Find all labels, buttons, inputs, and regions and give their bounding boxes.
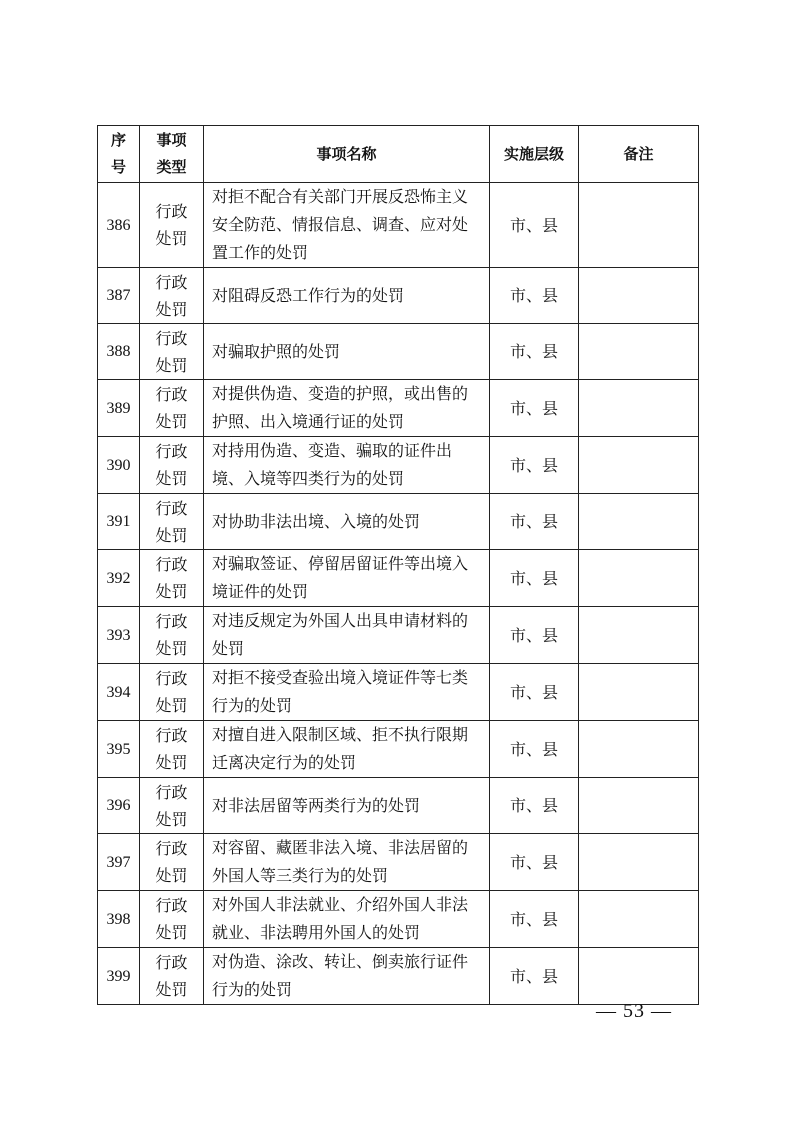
row-name: 对擅自进入限制区域、拒不执行限期迁离决定行为的处罚 <box>204 721 490 778</box>
row-note <box>579 437 699 494</box>
row-name: 对伪造、涂改、转让、倒卖旅行证件行为的处罚 <box>204 948 490 1005</box>
row-note <box>579 721 699 778</box>
row-name: 对协助非法出境、入境的处罚 <box>204 494 490 550</box>
row-name: 对外国人非法就业、介绍外国人非法就业、非法聘用外国人的处罚 <box>204 891 490 948</box>
table-row <box>98 550 699 607</box>
row-level: 市、县 <box>490 891 579 948</box>
row-type: 行政 处罚 <box>140 721 204 778</box>
row-type: 行政 处罚 <box>140 891 204 948</box>
row-type: 行政 处罚 <box>140 324 204 380</box>
row-type: 行政 处罚 <box>140 268 204 324</box>
row-level: 市、县 <box>490 268 579 324</box>
row-number: 397 <box>98 834 140 891</box>
row-number: 390 <box>98 437 140 494</box>
table-row <box>98 268 699 324</box>
row-name: 对容留、藏匿非法入境、非法居留的外国人等三类行为的处罚 <box>204 834 490 891</box>
row-name: 对提供伪造、变造的护照，或出售的护照、出入境通行证的处罚 <box>204 380 490 437</box>
row-name: 对违反规定为外国人出具申请材料的处罚 <box>204 607 490 664</box>
table-row <box>98 948 699 1005</box>
table-row <box>98 607 699 664</box>
row-note <box>579 268 699 324</box>
row-number: 392 <box>98 550 140 607</box>
row-number: 389 <box>98 380 140 437</box>
table-row <box>98 834 699 891</box>
row-type: 行政 处罚 <box>140 778 204 834</box>
table-row <box>98 380 699 437</box>
table-row <box>98 778 699 834</box>
row-level: 市、县 <box>490 183 579 268</box>
row-note <box>579 494 699 550</box>
row-type: 行政 处罚 <box>140 607 204 664</box>
row-name: 对持用伪造、变造、骗取的证件出境、入境等四类行为的处罚 <box>204 437 490 494</box>
table-row <box>98 721 699 778</box>
row-level: 市、县 <box>490 380 579 437</box>
row-level: 市、县 <box>490 664 579 721</box>
row-note <box>579 380 699 437</box>
items-table <box>97 125 699 1005</box>
row-level: 市、县 <box>490 550 579 607</box>
row-name: 对阻碍反恐工作行为的处罚 <box>204 268 490 324</box>
row-note <box>579 948 699 1005</box>
row-level: 市、县 <box>490 778 579 834</box>
row-note <box>579 778 699 834</box>
row-type: 行政 处罚 <box>140 494 204 550</box>
row-note <box>579 550 699 607</box>
row-level: 市、县 <box>490 834 579 891</box>
header-level: 实施层级 <box>490 126 579 183</box>
row-number: 395 <box>98 721 140 778</box>
row-number: 387 <box>98 268 140 324</box>
header-note: 备注 <box>579 126 699 183</box>
row-number: 388 <box>98 324 140 380</box>
row-level: 市、县 <box>490 494 579 550</box>
table-header-row <box>98 126 699 183</box>
header-name: 事项名称 <box>204 126 490 183</box>
row-note <box>579 324 699 380</box>
row-level: 市、县 <box>490 948 579 1005</box>
header-seq: 序 号 <box>98 126 140 183</box>
row-type: 行政 处罚 <box>140 550 204 607</box>
row-note <box>579 834 699 891</box>
header-type: 事项 类型 <box>140 126 204 183</box>
row-type: 行政 处罚 <box>140 183 204 268</box>
row-name: 对非法居留等两类行为的处罚 <box>204 778 490 834</box>
row-note <box>579 891 699 948</box>
row-number: 394 <box>98 664 140 721</box>
row-number: 398 <box>98 891 140 948</box>
table-row <box>98 664 699 721</box>
row-number: 393 <box>98 607 140 664</box>
row-note <box>579 664 699 721</box>
row-note <box>579 607 699 664</box>
row-level: 市、县 <box>490 607 579 664</box>
table-row <box>98 324 699 380</box>
row-level: 市、县 <box>490 437 579 494</box>
row-type: 行政 处罚 <box>140 664 204 721</box>
row-name: 对拒不接受查验出境入境证件等七类行为的处罚 <box>204 664 490 721</box>
row-number: 386 <box>98 183 140 268</box>
row-type: 行政 处罚 <box>140 948 204 1005</box>
row-number: 399 <box>98 948 140 1005</box>
row-name: 对骗取护照的处罚 <box>204 324 490 380</box>
row-name: 对骗取签证、停留居留证件等出境入境证件的处罚 <box>204 550 490 607</box>
row-number: 391 <box>98 494 140 550</box>
row-type: 行政 处罚 <box>140 380 204 437</box>
row-name: 对拒不配合有关部门开展反恐怖主义安全防范、情报信息、调查、应对处置工作的处罚 <box>204 183 490 268</box>
table-row <box>98 891 699 948</box>
row-type: 行政 处罚 <box>140 437 204 494</box>
table-row <box>98 437 699 494</box>
table-row <box>98 183 699 268</box>
row-type: 行政 处罚 <box>140 834 204 891</box>
row-level: 市、县 <box>490 721 579 778</box>
page-number: — 53 — <box>596 1000 672 1022</box>
row-note <box>579 183 699 268</box>
row-number: 396 <box>98 778 140 834</box>
table-row <box>98 494 699 550</box>
row-level: 市、县 <box>490 324 579 380</box>
